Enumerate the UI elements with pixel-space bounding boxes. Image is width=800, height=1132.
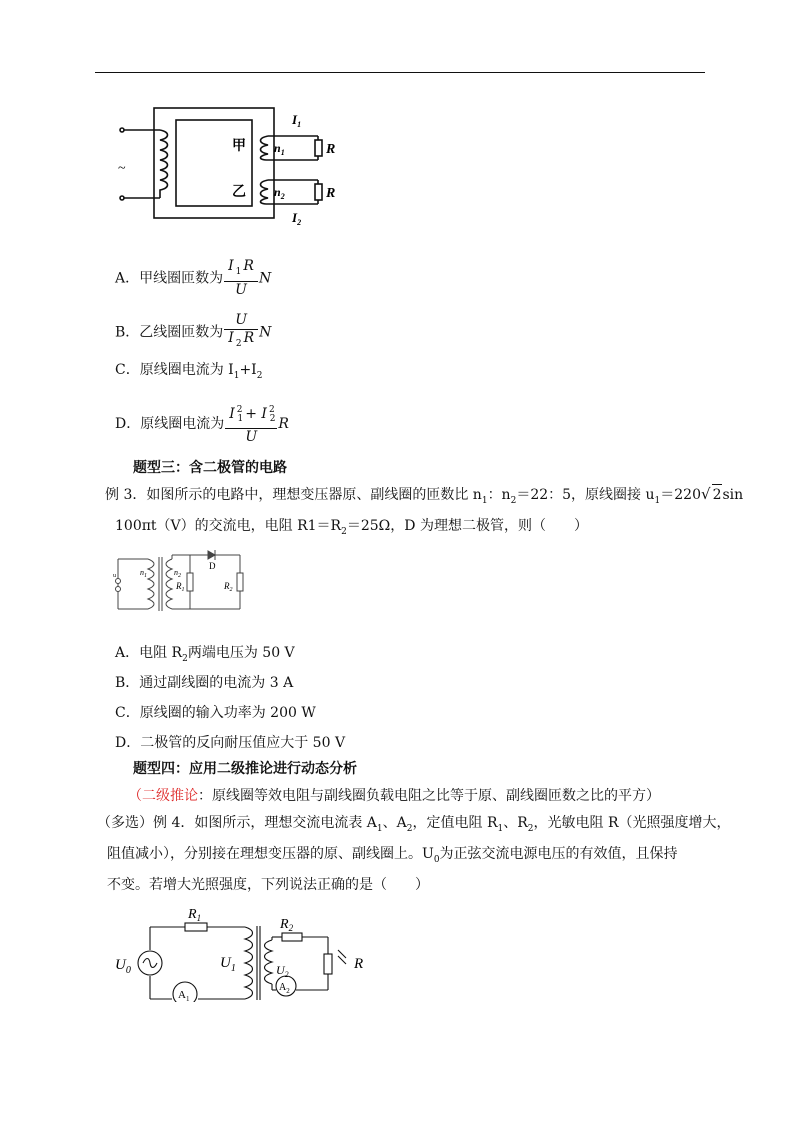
option-1a-tail: N	[258, 270, 272, 287]
coil-yi-label: 乙	[232, 185, 246, 200]
corollary-label: 二级推论	[142, 788, 198, 804]
n2-label: $n_2$	[274, 185, 285, 201]
r-label-bottom: R	[326, 186, 336, 201]
coil-jia-label: 甲	[232, 139, 246, 154]
fig2-n1-label: $n_1$	[140, 568, 147, 579]
example-3-line-1: 例 3．如图所示的电路中，理想变压器原、副线圈的匝数比 $n_1$：$n_2=22$：5，原线圈接 $u_1=220√$ 2sin	[105, 485, 744, 506]
fig3-r1-label: $R_1$	[188, 907, 202, 923]
option-1b-fraction: $\frac{U}{I _2 R}$	[224, 312, 258, 353]
option-3c: C．原线圈的输入功率为 200 W	[115, 705, 316, 721]
option-1b-tail: N	[259, 324, 272, 341]
example-4-line-3: 不变。若增大光照强度，下列说法正确的是（ ）	[107, 877, 429, 893]
example-4-line-2: 阻值减小），分别接在理想变压器的原、副线圈上。$U_0$为正弦交流电源电压的有效值，且保持	[107, 846, 678, 865]
option-1d: D．原线圈电流为 $\frac{I ^2_1 + I ^2_2}{U}$ R	[115, 402, 289, 446]
fig2-r1-label: $R_1$	[176, 581, 185, 593]
transformer-figure-1	[112, 100, 362, 228]
diode-circuit-figure	[112, 545, 262, 620]
fig2-r2-label: $R_2$	[224, 581, 233, 593]
option-1b-text: B．乙线圈匝数为	[115, 324, 224, 341]
option-1c: C．原线圈电流为 $I_1+I_2$	[115, 362, 263, 381]
i2-label: $I_2$	[292, 210, 302, 227]
option-1a	[115, 258, 271, 299]
ac-tilde-label: ~	[118, 161, 126, 176]
photoresistor-circuit-figure	[110, 902, 380, 1002]
r-label-top: R	[326, 142, 336, 157]
corollary-note: （二级推论：原线圈等效电阻与副线圈负载电阻之比等于原、副线圈匝数之比的平方）	[128, 788, 660, 804]
fig2-n2-label: $n_2$	[174, 568, 181, 579]
fig3-u1-label: $U_1$	[220, 955, 236, 974]
option-1d-fraction: $\frac{I ^2_1 + I ^2_2}{U}$	[225, 402, 277, 446]
fig3-u0-label: $U_0$	[115, 957, 131, 976]
option-3b: B．通过副线圈的电流为 3 A	[115, 675, 294, 691]
fig3-a1-label: $A_1$	[178, 989, 190, 1002]
fig3-r-label: R	[354, 956, 364, 972]
example-3-line-2: 100πt（V）的交流电，电阻 $R1=R_2=25\Omega$，D 为理想二极管，则（ ）	[115, 518, 588, 537]
fig2-u-label: u	[113, 573, 116, 579]
fig3-a2-label: $A_2$	[279, 982, 290, 995]
option-1b	[115, 312, 271, 353]
i1-label: $I_1$	[292, 112, 302, 129]
example-4-line-1: （多选）例 4．如图所示，理想交流电流表 $A_1$、$A_2$，定值电阻 $R_1$、$R_2$，光敏电阻 R（光照强度增大，	[97, 815, 731, 834]
section-3-heading: 题型三：含二极管的电路	[133, 460, 287, 476]
option-3a: A．电阻 $R_2$两端电压为 50 V	[115, 645, 295, 664]
n1-label: $n_1$	[274, 141, 285, 157]
section-4-heading: 题型四：应用二级推论进行动态分析	[133, 761, 357, 777]
option-1a-text: A．甲线圈匝数为	[115, 270, 224, 287]
option-3d: D．二极管的反向耐压值应大于 50 V	[115, 735, 346, 751]
fig2-d-label: D	[209, 561, 216, 571]
fig3-r2-label: $R_2$	[280, 917, 294, 933]
fig3-u2-label: $U_2$	[276, 963, 289, 979]
header-rule	[95, 72, 705, 73]
option-1a-fraction: $\frac{I _1 R}{U}$	[224, 258, 258, 299]
